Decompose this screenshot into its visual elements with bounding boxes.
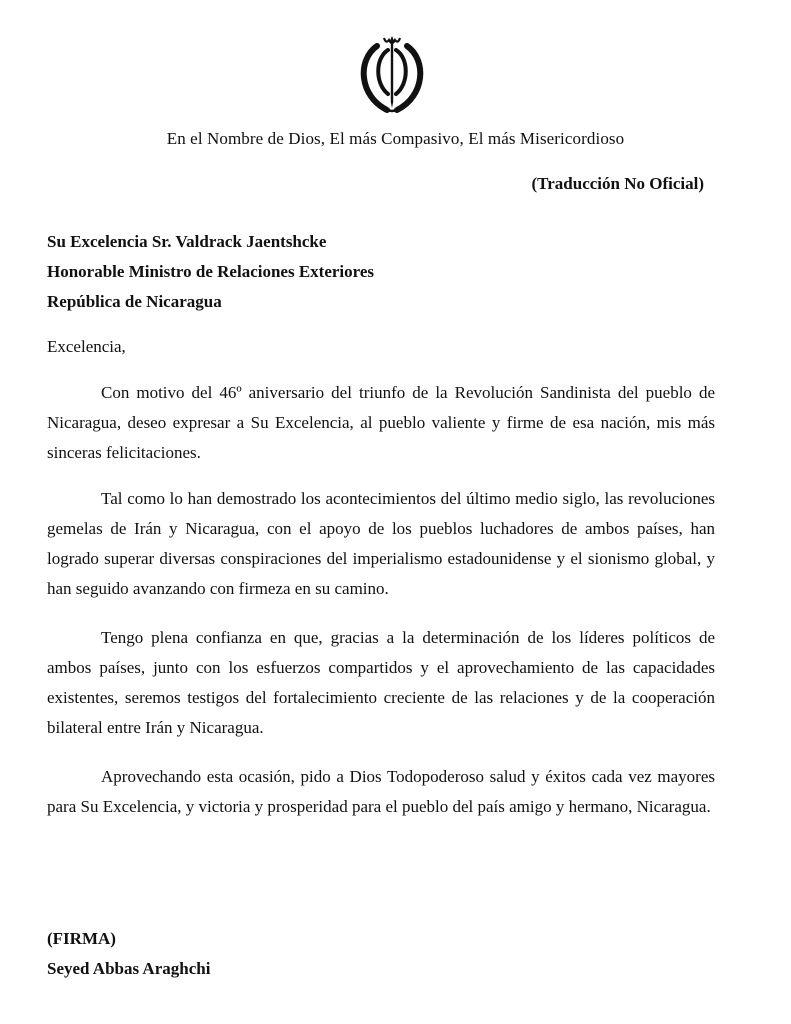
addressee-country: República de Nicaragua [47,292,222,311]
signature-block [47,924,210,984]
emblem-inner-left [378,50,388,94]
signatory-name: Seyed Abbas Araghchi [47,959,211,978]
addressee-block [47,227,374,317]
paragraph-cooperation: Tengo plena confianza en que, gracias a la determinación de los líderes políticos de ambos países, junto con los esfuerzos compartidos y el aprovechamiento de las capacidades existentes, seremos testigos del fortalecimiento creciente de las relaciones y de la cooperación bilateral entre Irán y Nicaragua. [47,628,715,737]
emblem-inner-right [396,50,406,94]
emblem-of-iran-icon [353,32,431,116]
signature-label: (FIRMA) [47,929,116,948]
translation-note: (Traducción No Oficial) [531,174,704,193]
addressee-name: Su Excelencia Sr. Valdrack Jaentshcke [47,232,327,251]
paragraph-closing-wishes: Aprovechando esta ocasión, pido a Dios Todopoderoso salud y éxitos cada vez mayores para Su Excelencia, y victoria y prosperidad para el pueblo del país amigo y hermano, Nicaragua. [47,767,715,816]
emblem-sword [390,36,395,108]
addressee-title: Honorable Ministro de Relaciones Exteriores [47,262,375,281]
salutation: Excelencia, [47,337,126,356]
paragraph-revolutions: Tal como lo han demostrado los acontecimientos del último medio siglo, las revoluciones gemelas de Irán y Nicaragua, con el apoyo de los pueblos luchadores de ambos países, han logrado superar diversas conspiraciones del imperialismo estadounidense y el sionismo global, y han seguido avanzando con firmeza en su camino. [47,489,715,598]
invocation-line: En el Nombre de Dios, El más Compasivo, El más Misericordioso [166,129,625,148]
paragraph-congratulations: Con motivo del 46º aniversario del triunfo de la Revolución Sandinista del pueblo de Nicaragua, deseo expresar a Su Excelencia, al pueblo valiente y firme de esa nación, mis más sinceras felicitaciones. [47,383,715,462]
